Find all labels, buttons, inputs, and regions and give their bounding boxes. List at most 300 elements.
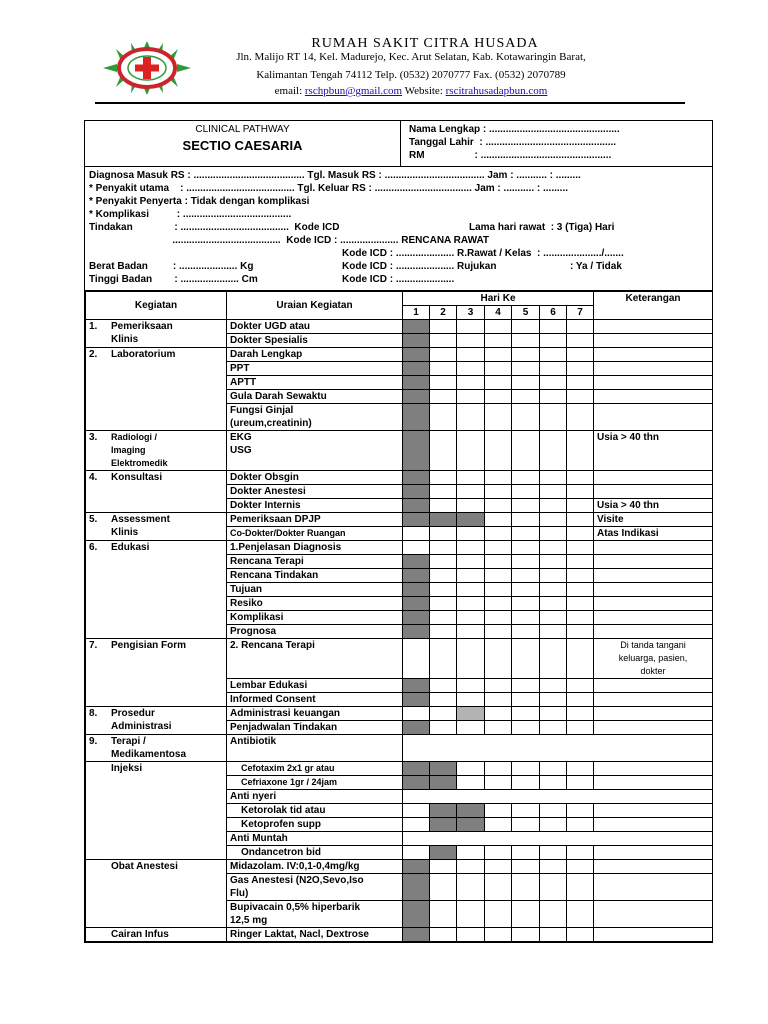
- day-checkbox-cell[interactable]: [430, 693, 457, 707]
- header-divider: [95, 102, 685, 104]
- day-checkbox-cell[interactable]: [540, 804, 567, 818]
- day-checkbox-cell[interactable]: [485, 611, 512, 625]
- table-cell: [594, 471, 713, 485]
- day-checkbox-cell[interactable]: [567, 679, 594, 693]
- day-checkbox-cell[interactable]: [430, 721, 457, 735]
- day-checkbox-cell[interactable]: [512, 679, 540, 693]
- day-checkbox-cell[interactable]: [512, 527, 540, 541]
- day-checkbox-cell[interactable]: [430, 597, 457, 611]
- day-checkbox-cell[interactable]: [512, 693, 540, 707]
- uraian-cell: Ondancetron bid: [227, 846, 403, 860]
- day-checkbox-cell[interactable]: [512, 928, 540, 942]
- table-row: [86, 320, 713, 334]
- day-checkbox-cell[interactable]: [512, 721, 540, 735]
- day-checkbox-cell[interactable]: [430, 776, 457, 790]
- day-checkbox-cell[interactable]: [540, 431, 567, 471]
- day-checkbox-cell[interactable]: [540, 762, 567, 776]
- day-checkbox-cell[interactable]: [457, 583, 485, 597]
- day-checkbox-cell[interactable]: [485, 818, 512, 832]
- day-checkbox-cell[interactable]: [485, 555, 512, 569]
- day-checkbox-cell[interactable]: [540, 639, 567, 679]
- day-checkbox-cell[interactable]: [457, 527, 485, 541]
- day-checkbox-cell[interactable]: [403, 762, 430, 776]
- day-checkbox-cell[interactable]: [540, 334, 567, 348]
- keterangan-cell: Usia > 40 thn: [594, 499, 713, 513]
- day-checkbox-cell[interactable]: [540, 625, 567, 639]
- day-checkbox-cell[interactable]: [540, 471, 567, 485]
- day-checkbox-cell[interactable]: [540, 818, 567, 832]
- komplikasi-field[interactable]: * Komplikasi : .......................................: [89, 209, 292, 220]
- day-checkbox-cell[interactable]: [430, 541, 457, 555]
- day-checkbox-cell[interactable]: [403, 376, 430, 390]
- day-checkbox-cell[interactable]: [567, 569, 594, 583]
- day-checkbox-cell[interactable]: [567, 639, 594, 679]
- day-checkbox-cell[interactable]: [457, 376, 485, 390]
- day-checkbox-cell[interactable]: [457, 860, 485, 874]
- tinggi-badan-field[interactable]: Tinggi Badan : ..................... Cm: [89, 274, 258, 285]
- day-checkbox-cell[interactable]: [567, 527, 594, 541]
- day-checkbox-cell[interactable]: [540, 555, 567, 569]
- day-checkbox-cell[interactable]: [567, 555, 594, 569]
- day-checkbox-cell[interactable]: [403, 334, 430, 348]
- day-checkbox-cell[interactable]: [567, 541, 594, 555]
- day-checkbox-cell[interactable]: [567, 362, 594, 376]
- kode-icd-kelas-field[interactable]: Kode ICD : ..................... R.Rawat / Kelas : ...................../.......: [342, 248, 624, 259]
- address-line-2: Kalimantan Tengah 74112 Telp. (0532) 2070777 Fax. (0532) 2070789: [256, 69, 566, 81]
- day-checkbox-cell[interactable]: [430, 362, 457, 376]
- table-row: [86, 541, 713, 555]
- hospital-name: RUMAH SAKIT CITRA HUSADA: [311, 36, 539, 51]
- day-checkbox-cell[interactable]: [540, 348, 567, 362]
- day-checkbox-cell[interactable]: [567, 334, 594, 348]
- day-checkbox-cell[interactable]: [485, 693, 512, 707]
- day-checkbox-cell[interactable]: [540, 583, 567, 597]
- day-checkbox-cell[interactable]: [403, 541, 430, 555]
- tindakan-field-2[interactable]: ....................................... Kode ICD : ..................... RENCANA RAWAT: [89, 235, 490, 246]
- day-checkbox-cell[interactable]: [485, 569, 512, 583]
- lama-hari-rawat: Lama hari rawat : 3 (Tiga) Hari: [469, 222, 615, 233]
- day-checkbox-cell[interactable]: [457, 846, 485, 860]
- table-row: [86, 513, 713, 527]
- day-checkbox-cell[interactable]: [403, 625, 430, 639]
- day-checkbox-cell[interactable]: [512, 404, 540, 431]
- day-checkbox-cell[interactable]: [512, 513, 540, 527]
- day-checkbox-cell[interactable]: [457, 485, 485, 499]
- day-checkbox-cell[interactable]: [430, 679, 457, 693]
- day-checkbox-cell[interactable]: [512, 625, 540, 639]
- day-checkbox-cell[interactable]: [457, 874, 485, 901]
- uraian-cell: Gula Darah Sewaktu: [227, 390, 403, 404]
- day-checkbox-cell[interactable]: [540, 611, 567, 625]
- day-checkbox-cell[interactable]: [485, 639, 512, 679]
- day-checkbox-cell[interactable]: [430, 471, 457, 485]
- day-checkbox-cell[interactable]: [430, 611, 457, 625]
- day-checkbox-cell[interactable]: [540, 846, 567, 860]
- day-checkbox-cell[interactable]: [430, 625, 457, 639]
- title-block: [85, 121, 712, 167]
- day-checkbox-cell[interactable]: [430, 804, 457, 818]
- day-checkbox-cell[interactable]: [512, 776, 540, 790]
- day-checkbox-cell[interactable]: [403, 901, 430, 928]
- day-checkbox-cell[interactable]: [457, 928, 485, 942]
- table-cell: [594, 362, 713, 376]
- day-checkbox-cell[interactable]: [485, 583, 512, 597]
- day-checkbox-cell[interactable]: [430, 762, 457, 776]
- day-checkbox-cell[interactable]: [457, 639, 485, 679]
- day-checkbox-cell[interactable]: [567, 928, 594, 942]
- keterangan-cell: [594, 320, 713, 334]
- day-checkbox-cell[interactable]: [457, 611, 485, 625]
- uraian-cell: Dokter Anestesi: [227, 485, 403, 499]
- day-checkbox-cell[interactable]: [403, 320, 430, 334]
- uraian-cell: Lembar Edukasi: [227, 679, 403, 693]
- day-checkbox-cell[interactable]: [430, 390, 457, 404]
- day-checkbox-cell[interactable]: [457, 348, 485, 362]
- day-checkbox-cell[interactable]: [567, 874, 594, 901]
- uraian-cell: Resiko: [227, 597, 403, 611]
- table-row: [86, 348, 713, 362]
- berat-badan-field[interactable]: Berat Badan : ..................... Kg: [89, 261, 254, 272]
- day-checkbox-cell[interactable]: [567, 471, 594, 485]
- day-checkbox-cell[interactable]: [567, 597, 594, 611]
- day-checkbox-cell[interactable]: [403, 555, 430, 569]
- day-checkbox-cell[interactable]: [512, 320, 540, 334]
- uraian-cell: Administrasi keuangan: [227, 707, 403, 721]
- day-checkbox-cell[interactable]: [457, 499, 485, 513]
- day-checkbox-cell[interactable]: [540, 860, 567, 874]
- uraian-cell: Ketorolak tid atau: [227, 804, 403, 818]
- day-checkbox-cell[interactable]: [567, 846, 594, 860]
- day-checkbox-cell[interactable]: [430, 928, 457, 942]
- day-checkbox-cell[interactable]: [485, 804, 512, 818]
- day-checkbox-cell[interactable]: [485, 597, 512, 611]
- email-label: email:: [274, 85, 303, 97]
- table-cell: [594, 541, 713, 555]
- day-checkbox-cell[interactable]: [512, 762, 540, 776]
- day-checkbox-cell[interactable]: [512, 471, 540, 485]
- day-checkbox-cell[interactable]: [567, 901, 594, 928]
- day-checkbox-cell[interactable]: [457, 693, 485, 707]
- day-checkbox-cell[interactable]: [457, 625, 485, 639]
- day-checkbox-cell[interactable]: [403, 928, 430, 942]
- day-checkbox-cell[interactable]: [457, 362, 485, 376]
- activity-table: [85, 291, 713, 942]
- day-checkbox-cell[interactable]: [485, 541, 512, 555]
- day-checkbox-cell[interactable]: [567, 611, 594, 625]
- day-checkbox-cell[interactable]: [512, 639, 540, 679]
- day-checkbox-cell[interactable]: [512, 485, 540, 499]
- email-link[interactable]: rschpbun@gmail.com: [304, 85, 403, 97]
- day-checkbox-cell[interactable]: [567, 721, 594, 735]
- day-checkbox-cell[interactable]: [430, 901, 457, 928]
- day-checkbox-cell[interactable]: [457, 541, 485, 555]
- penyakit-penyerta-field[interactable]: * Penyakit Penyerta : Tidak dengan komplikasi: [89, 196, 310, 207]
- day-checkbox-cell[interactable]: [457, 431, 485, 471]
- day-checkbox-cell[interactable]: [512, 804, 540, 818]
- day-checkbox-cell[interactable]: [512, 846, 540, 860]
- kegiatan-terapi: 9. Terapi / Medikamentosa: [86, 735, 227, 762]
- day-checkbox-cell[interactable]: [403, 513, 430, 527]
- day-checkbox-cell[interactable]: [403, 362, 430, 376]
- day-checkbox-cell[interactable]: [485, 362, 512, 376]
- day-checkbox-cell[interactable]: [403, 431, 430, 471]
- day-checkbox-cell[interactable]: [567, 707, 594, 721]
- day-checkbox-cell[interactable]: [403, 818, 430, 832]
- day-checkbox-cell[interactable]: [430, 376, 457, 390]
- kode-icd-field-5[interactable]: Kode ICD : .....................: [342, 274, 455, 285]
- day-checkbox-cell[interactable]: [403, 776, 430, 790]
- day-checkbox-cell[interactable]: [540, 679, 567, 693]
- day-checkbox-cell[interactable]: [403, 499, 430, 513]
- day-checkbox-cell[interactable]: [567, 625, 594, 639]
- day-checkbox-cell[interactable]: [403, 860, 430, 874]
- table-row: [86, 431, 713, 471]
- day-checkbox-cell[interactable]: [430, 499, 457, 513]
- day-3: 3: [457, 306, 485, 320]
- day-checkbox-cell[interactable]: [485, 404, 512, 431]
- day-checkbox-cell[interactable]: [485, 707, 512, 721]
- day-checkbox-cell[interactable]: [567, 513, 594, 527]
- day-checkbox-cell[interactable]: [485, 431, 512, 471]
- day-checkbox-cell[interactable]: [567, 348, 594, 362]
- penyakit-utama-field[interactable]: * Penyakit utama : ....................................... Tgl. Keluar RS : ................................... Jam : ........... : .........: [89, 183, 568, 194]
- kode-icd-rujukan-field[interactable]: Kode ICD : ..................... Rujukan: [342, 261, 497, 272]
- day-checkbox-cell[interactable]: [512, 818, 540, 832]
- day-checkbox-cell[interactable]: [430, 555, 457, 569]
- day-checkbox-cell[interactable]: [485, 485, 512, 499]
- day-checkbox-cell[interactable]: [403, 721, 430, 735]
- day-checkbox-cell[interactable]: [430, 320, 457, 334]
- day-checkbox-cell[interactable]: [512, 707, 540, 721]
- day-checkbox-cell[interactable]: [457, 334, 485, 348]
- website-link[interactable]: rscitrahusadapbun.com: [445, 85, 548, 97]
- uraian-cell: Anti nyeri: [227, 790, 403, 804]
- day-checkbox-cell[interactable]: [567, 776, 594, 790]
- day-checkbox-cell[interactable]: [567, 693, 594, 707]
- day-checkbox-cell[interactable]: [512, 362, 540, 376]
- website-label: Website:: [404, 85, 443, 97]
- day-checkbox-cell[interactable]: [540, 597, 567, 611]
- day-checkbox-cell[interactable]: [403, 597, 430, 611]
- rujukan-value[interactable]: : Ya / Tidak: [570, 261, 622, 272]
- day-checkbox-cell[interactable]: [485, 334, 512, 348]
- diagnosa-masuk-field[interactable]: Diagnosa Masuk RS : ........................................ Tgl. Masuk RS : .................................... Jam : ........... : .........: [89, 170, 581, 181]
- day-checkbox-cell[interactable]: [403, 679, 430, 693]
- contact-line: [196, 85, 626, 97]
- day-checkbox-cell[interactable]: [430, 707, 457, 721]
- day-checkbox-cell[interactable]: [430, 846, 457, 860]
- day-checkbox-cell[interactable]: [540, 541, 567, 555]
- day-checkbox-cell[interactable]: [512, 874, 540, 901]
- day-checkbox-cell[interactable]: [567, 860, 594, 874]
- day-checkbox-cell[interactable]: [567, 762, 594, 776]
- day-checkbox-cell[interactable]: [457, 818, 485, 832]
- day-checkbox-cell[interactable]: [512, 431, 540, 471]
- day-checkbox-cell[interactable]: [540, 376, 567, 390]
- day-checkbox-cell[interactable]: [403, 485, 430, 499]
- table-cell: [594, 597, 713, 611]
- day-checkbox-cell[interactable]: [403, 527, 430, 541]
- day-checkbox-cell[interactable]: [540, 707, 567, 721]
- day-checkbox-cell[interactable]: [403, 639, 430, 679]
- patient-identity-fields[interactable]: Nama Lengkap : ............................................... Tanggal Lahir : ............................................... RM : ...............................................: [409, 124, 620, 161]
- day-checkbox-cell[interactable]: [430, 874, 457, 901]
- day-checkbox-cell[interactable]: [485, 625, 512, 639]
- table-row: [86, 860, 713, 874]
- day-checkbox-cell[interactable]: [403, 348, 430, 362]
- day-checkbox-cell[interactable]: [485, 776, 512, 790]
- day-checkbox-cell[interactable]: [485, 527, 512, 541]
- day-checkbox-cell[interactable]: [457, 320, 485, 334]
- form-type: CLINICAL PATHWAY: [195, 124, 290, 135]
- day-checkbox-cell[interactable]: [540, 362, 567, 376]
- kegiatan-pemeriksaan-klinis: 1. Pemeriksaan Klinis: [86, 320, 227, 348]
- day-checkbox-cell[interactable]: [403, 707, 430, 721]
- day-1: 1: [403, 306, 430, 320]
- day-checkbox-cell[interactable]: [485, 901, 512, 928]
- day-checkbox-cell[interactable]: [485, 928, 512, 942]
- day-checkbox-cell[interactable]: [403, 569, 430, 583]
- col-uraian: Uraian Kegiatan: [227, 292, 403, 320]
- day-checkbox-cell[interactable]: [430, 404, 457, 431]
- day-checkbox-cell[interactable]: [403, 693, 430, 707]
- day-checkbox-cell[interactable]: [567, 583, 594, 597]
- day-checkbox-cell[interactable]: [540, 874, 567, 901]
- day-checkbox-cell[interactable]: [457, 390, 485, 404]
- day-checkbox-cell[interactable]: [430, 431, 457, 471]
- day-checkbox-cell[interactable]: [403, 404, 430, 431]
- day-checkbox-cell[interactable]: [485, 846, 512, 860]
- day-checkbox-cell[interactable]: [457, 721, 485, 735]
- day-checkbox-cell[interactable]: [512, 555, 540, 569]
- uraian-cell: Gas Anestesi (N2O,Sevo,Iso Flu): [227, 874, 403, 901]
- day-checkbox-cell[interactable]: [457, 804, 485, 818]
- day-checkbox-cell[interactable]: [430, 485, 457, 499]
- day-checkbox-cell[interactable]: [457, 901, 485, 928]
- day-checkbox-cell[interactable]: [485, 376, 512, 390]
- day-checkbox-cell[interactable]: [485, 513, 512, 527]
- day-checkbox-cell[interactable]: [403, 874, 430, 901]
- day-checkbox-cell[interactable]: [430, 348, 457, 362]
- day-checkbox-cell[interactable]: [430, 639, 457, 679]
- uraian-cell: Tujuan: [227, 583, 403, 597]
- day-checkbox-cell[interactable]: [457, 555, 485, 569]
- day-checkbox-cell[interactable]: [512, 390, 540, 404]
- day-checkbox-cell[interactable]: [540, 721, 567, 735]
- day-4: 4: [485, 306, 512, 320]
- table-cell: [594, 721, 713, 735]
- day-checkbox-cell[interactable]: [512, 611, 540, 625]
- day-checkbox-cell[interactable]: [403, 611, 430, 625]
- day-checkbox-cell[interactable]: [540, 485, 567, 499]
- day-checkbox-cell[interactable]: [485, 860, 512, 874]
- day-checkbox-cell[interactable]: [512, 569, 540, 583]
- day-checkbox-cell[interactable]: [512, 541, 540, 555]
- day-checkbox-cell[interactable]: [512, 597, 540, 611]
- day-checkbox-cell[interactable]: [457, 471, 485, 485]
- day-checkbox-cell[interactable]: [485, 499, 512, 513]
- day-checkbox-cell[interactable]: [403, 804, 430, 818]
- day-checkbox-cell[interactable]: [540, 404, 567, 431]
- day-checkbox-cell[interactable]: [567, 804, 594, 818]
- day-checkbox-cell[interactable]: [540, 928, 567, 942]
- day-checkbox-cell[interactable]: [567, 320, 594, 334]
- day-checkbox-cell[interactable]: [512, 348, 540, 362]
- day-checkbox-cell[interactable]: [457, 707, 485, 721]
- day-checkbox-cell[interactable]: [457, 679, 485, 693]
- day-checkbox-cell[interactable]: [485, 874, 512, 901]
- day-checkbox-cell[interactable]: [430, 527, 457, 541]
- day-checkbox-cell[interactable]: [403, 583, 430, 597]
- day-checkbox-cell[interactable]: [457, 513, 485, 527]
- kegiatan-obat-anestesi: Obat Anestesi: [86, 860, 227, 928]
- day-checkbox-cell[interactable]: [403, 471, 430, 485]
- day-checkbox-cell[interactable]: [567, 404, 594, 431]
- day-checkbox-cell[interactable]: [567, 390, 594, 404]
- table-row: [86, 735, 713, 762]
- day-checkbox-cell[interactable]: [457, 597, 485, 611]
- day-checkbox-cell[interactable]: [512, 499, 540, 513]
- day-checkbox-cell[interactable]: [540, 527, 567, 541]
- day-checkbox-cell[interactable]: [430, 513, 457, 527]
- day-checkbox-cell[interactable]: [540, 693, 567, 707]
- table-cell: [403, 735, 713, 762]
- kegiatan-laboratorium: 2. Laboratorium: [86, 348, 227, 431]
- day-checkbox-cell[interactable]: [567, 499, 594, 513]
- day-checkbox-cell[interactable]: [485, 390, 512, 404]
- table-cell: [594, 404, 713, 431]
- day-checkbox-cell[interactable]: [485, 762, 512, 776]
- day-checkbox-cell[interactable]: [457, 776, 485, 790]
- day-checkbox-cell[interactable]: [540, 776, 567, 790]
- day-checkbox-cell[interactable]: [430, 334, 457, 348]
- day-checkbox-cell[interactable]: [512, 376, 540, 390]
- day-checkbox-cell[interactable]: [430, 860, 457, 874]
- day-checkbox-cell[interactable]: [485, 679, 512, 693]
- day-checkbox-cell[interactable]: [567, 431, 594, 471]
- day-checkbox-cell[interactable]: [540, 513, 567, 527]
- table-cell: [594, 376, 713, 390]
- day-checkbox-cell[interactable]: [403, 846, 430, 860]
- day-checkbox-cell[interactable]: [457, 404, 485, 431]
- day-checkbox-cell[interactable]: [457, 569, 485, 583]
- uraian-cell: 2. Rencana Terapi: [227, 639, 403, 679]
- day-checkbox-cell[interactable]: [540, 499, 567, 513]
- day-checkbox-cell[interactable]: [512, 860, 540, 874]
- day-checkbox-cell[interactable]: [512, 583, 540, 597]
- day-checkbox-cell[interactable]: [403, 390, 430, 404]
- day-checkbox-cell[interactable]: [430, 818, 457, 832]
- day-checkbox-cell[interactable]: [540, 901, 567, 928]
- day-checkbox-cell[interactable]: [485, 348, 512, 362]
- day-checkbox-cell[interactable]: [540, 320, 567, 334]
- day-checkbox-cell[interactable]: [567, 485, 594, 499]
- day-checkbox-cell[interactable]: [485, 320, 512, 334]
- day-checkbox-cell[interactable]: [485, 721, 512, 735]
- day-checkbox-cell[interactable]: [567, 818, 594, 832]
- day-checkbox-cell[interactable]: [430, 569, 457, 583]
- day-checkbox-cell[interactable]: [512, 334, 540, 348]
- day-checkbox-cell[interactable]: [485, 471, 512, 485]
- day-checkbox-cell[interactable]: [430, 583, 457, 597]
- day-checkbox-cell[interactable]: [512, 901, 540, 928]
- day-checkbox-cell[interactable]: [540, 390, 567, 404]
- day-checkbox-cell[interactable]: [540, 569, 567, 583]
- tindakan-field[interactable]: Tindakan : ....................................... Kode ICD: [89, 222, 340, 233]
- uraian-cell: Prognosa: [227, 625, 403, 639]
- day-checkbox-cell[interactable]: [567, 376, 594, 390]
- day-checkbox-cell[interactable]: [457, 762, 485, 776]
